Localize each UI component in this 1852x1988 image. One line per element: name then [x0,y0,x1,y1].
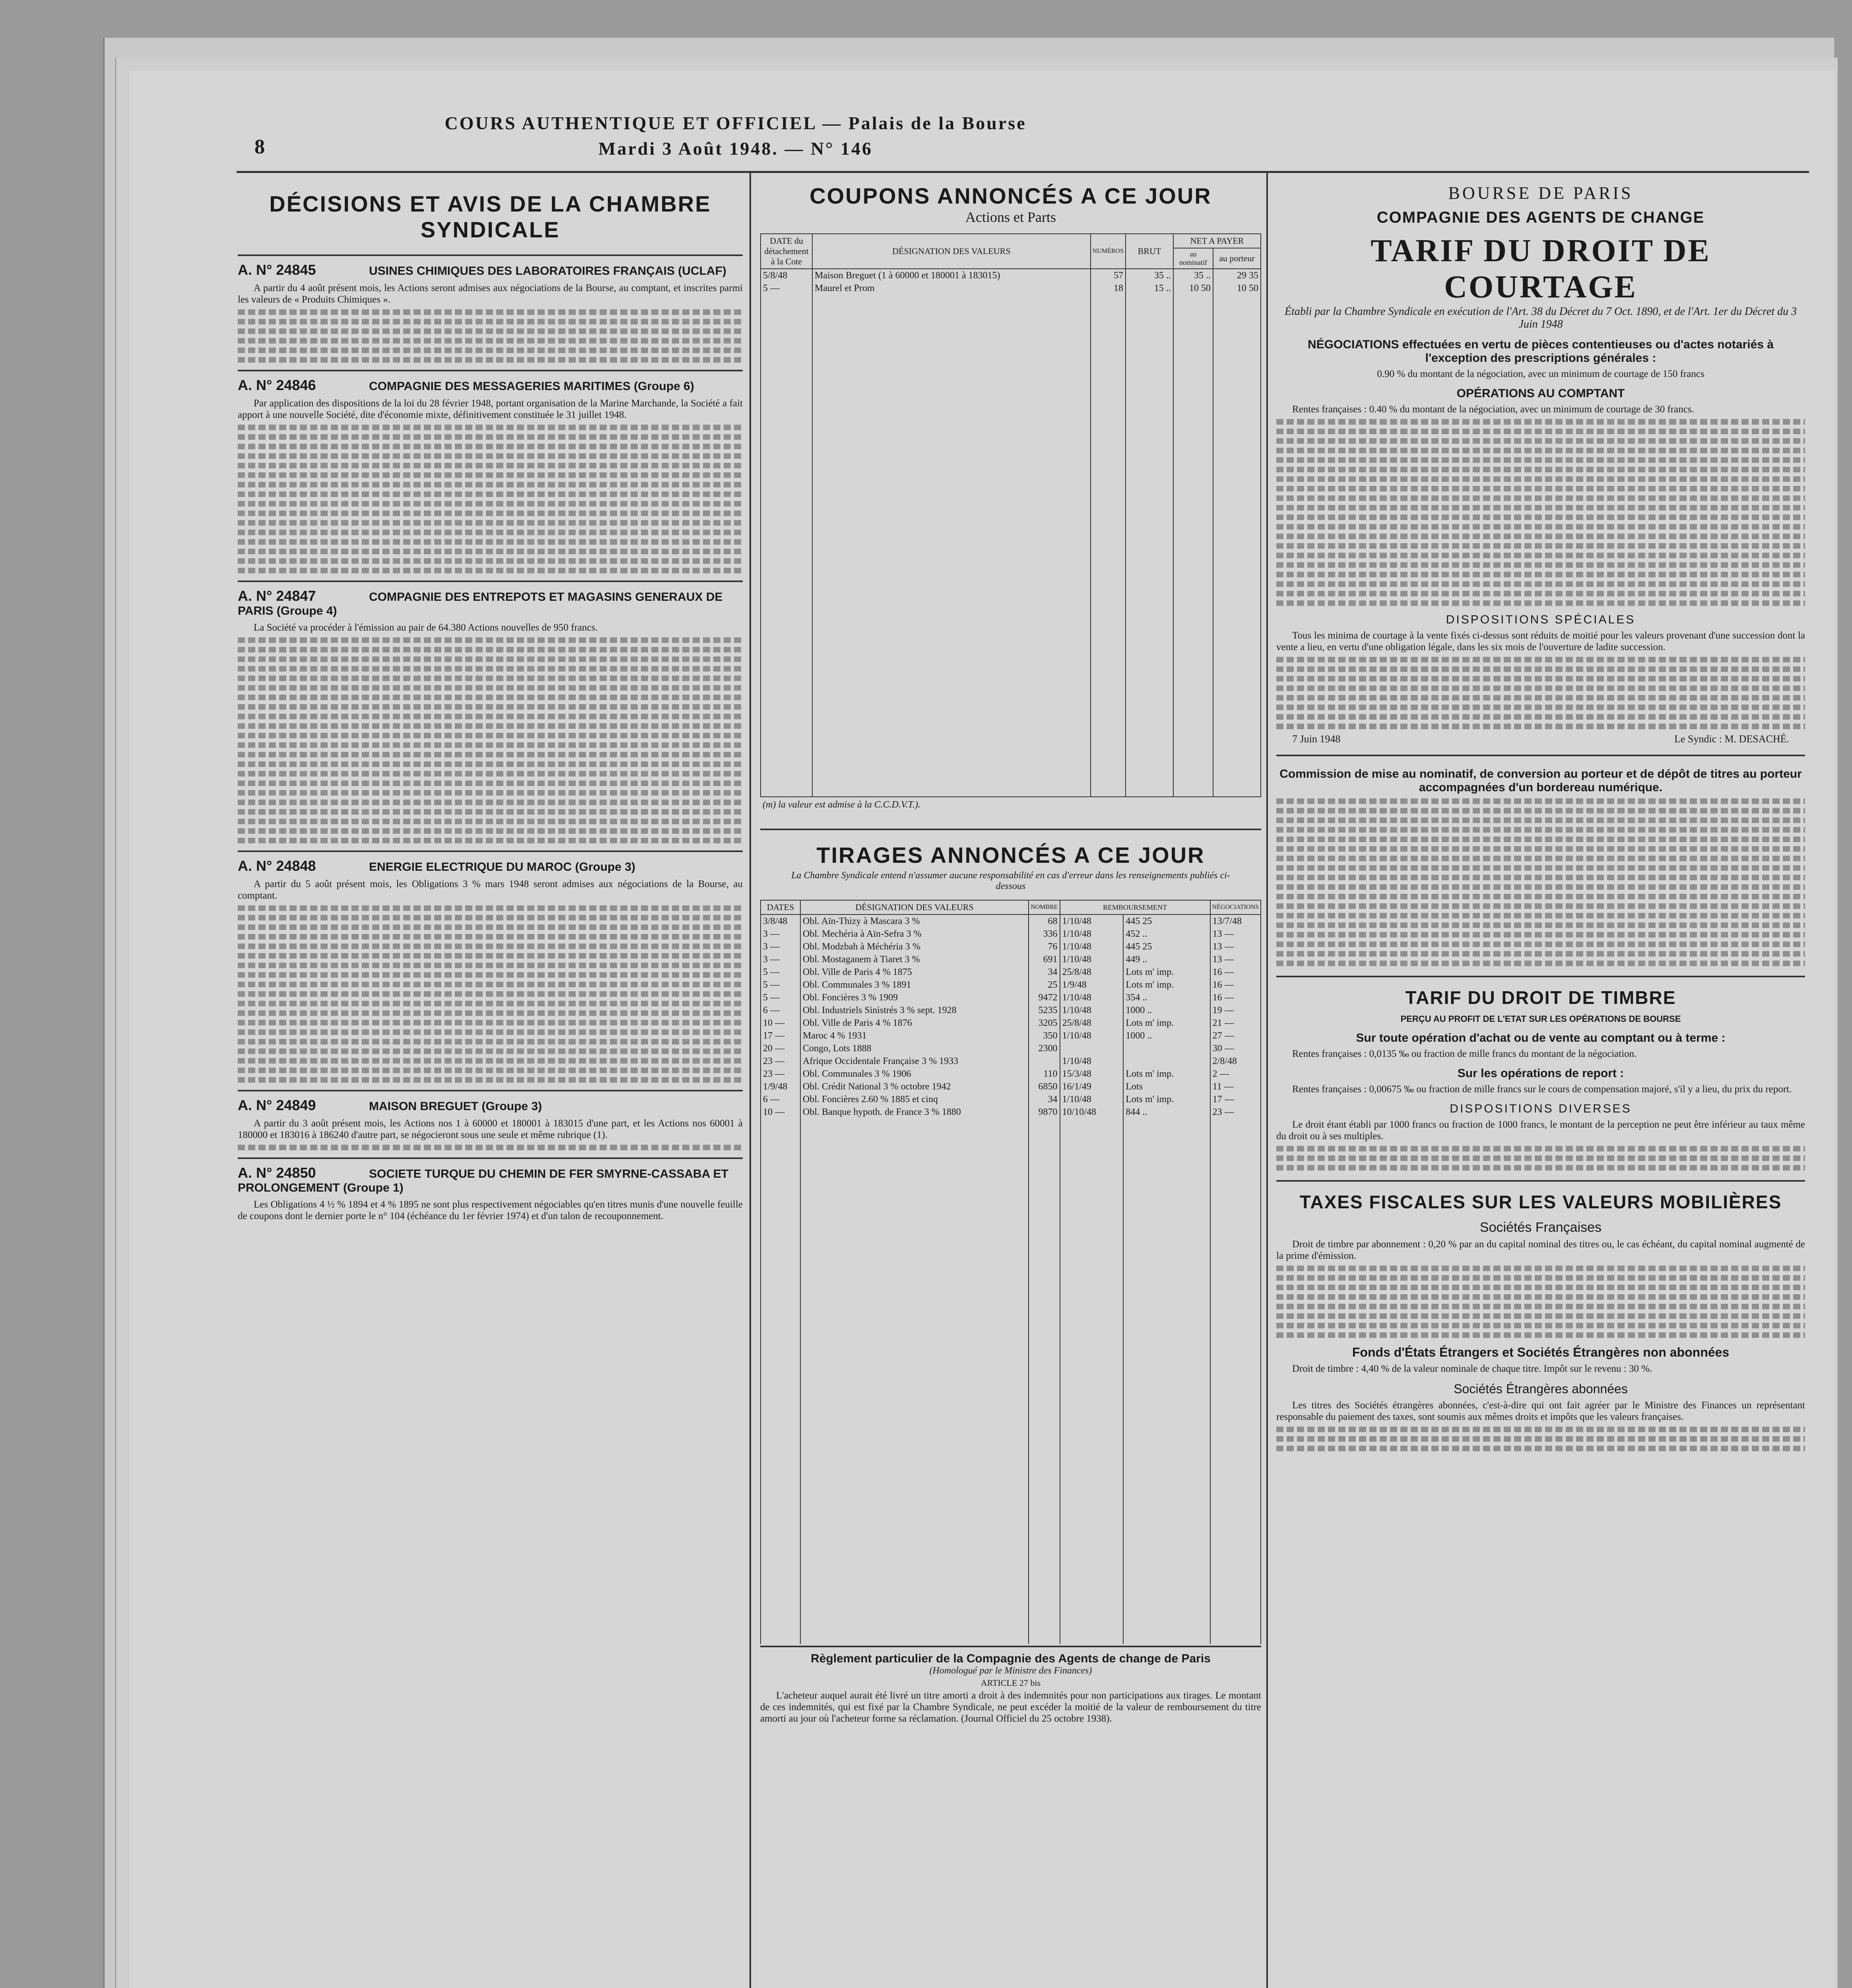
cell: 25/8/48 [1060,1017,1124,1029]
table-row [761,1029,1261,1042]
cell [1123,1055,1210,1068]
cell: 10 50 [1213,282,1261,295]
societes-etrangeres-heading: Sociétés Étrangères abonnées [1454,1382,1628,1396]
cell: 1000 .. [1123,1004,1210,1017]
cell: Maurel et Prom [812,282,1091,295]
divers-text: Le droit étant établi par 1000 francs ou fraction de 1000 francs, le montant de la perception ne peut être inférieur au taux même du droit ou à ses multiples. [1276,1119,1805,1142]
cell: 350 [1029,1029,1060,1042]
cell: 15 .. [1126,282,1173,295]
table-row [761,1080,1261,1093]
page-header [358,111,1113,161]
tarif-title: TARIF DU DROIT DE COURTAGE [1371,233,1711,305]
cell: 76 [1029,940,1060,953]
column-header: NOMBRE [1029,900,1060,914]
cell: Obl. Communales 3 % 1891 [800,978,1029,991]
cell: 11 — [1210,1080,1261,1093]
operations-heading: OPÉRATIONS AU COMPTANT [1456,387,1625,400]
column-header: NÉGOCIATIONS [1210,900,1261,914]
coupons-title: COUPONS ANNONCÉS A CE JOUR [810,183,1212,208]
timbre-text: Rentes françaises : 0,0135 ‰ ou fraction de mille francs du montant de la négociation. [1292,1048,1637,1059]
notice-company: ENERGIE ELECTRIQUE DU MAROC (Groupe 3) [369,860,636,874]
societes-etrangeres-text: Les titres des Sociétés étrangères abonnées, c'est-à-dire qui ont fait agréer par le Ministre des Finances un représentant responsable du paiement des taxes, sont soumis aux mêmes droits et impôts que les valeurs françaises. [1276,1400,1805,1422]
fonds-heading: Fonds d'États Étrangers et Sociétés Étrangères non abonnées [1352,1345,1730,1359]
cell: Obl. Industriels Sinistrés 3 % sept. 1928 [800,1004,1029,1017]
societes-francaises-text: Droit de timbre par abonnement : 0,20 % par an du capital nominal des titres ou, le cas échéant, du capital nominal augmenté de la prime d'émission. [1276,1239,1805,1261]
cell: 5235 [1029,1004,1060,1017]
cell: 15/3/48 [1060,1068,1124,1080]
cell: 445 25 [1123,940,1210,953]
fonds-text: Droit de timbre : 4,40 % de la valeur nominale de chaque titre. Impôt sur le revenu : 30 %. [1292,1363,1652,1374]
tarif-subtitle: Établi par la Chambre Syndicale en exécution de l'Art. 38 du Décret du 7 Oct. 1890, et de l'Art. 1er du Décret du 3 Juin 1948 [1284,305,1797,330]
cell: 445 25 [1123,914,1210,928]
notice [238,370,743,580]
report-heading: Sur les opérations de report : [1457,1067,1624,1080]
dispositions-signature: Le Syndic : M. DESACHÉ. [1674,733,1789,745]
table-row [761,1017,1261,1029]
bourse-title: BOURSE DE PARIS [1448,183,1633,203]
report-text: Rentes françaises : 0,00675 ‰ ou fraction de mille francs sur le cours de compensation majoré, s'il y a lieu, du prix du report. [1292,1084,1792,1095]
cell [1060,1042,1124,1055]
cell: 2/8/48 [1210,1055,1261,1068]
column-decisions [238,175,743,1988]
cell: 1/10/48 [1060,914,1124,928]
notice-heading [238,858,743,874]
cell: 1/10/48 [1060,928,1124,940]
cell: 5 — [761,282,812,295]
operations-text: Rentes françaises : 0.40 % du montant de la négociation, avec un minimum de courtage de 30 francs. [1292,404,1694,415]
cell: 1/9/48 [1060,978,1124,991]
table-row [761,978,1261,991]
table-row [761,940,1261,953]
cell: 30 — [1210,1042,1261,1055]
cell: 17 — [761,1029,800,1042]
table-row [761,928,1261,940]
column-rule [1266,171,1268,1988]
cell: 1/10/48 [1060,940,1124,953]
tirages-table [760,900,1261,1644]
notice-heading [238,588,743,618]
table-row [761,1106,1261,1118]
cell: 25 [1029,978,1060,991]
cell: 10 50 [1173,282,1213,295]
societes-francaises-heading: Sociétés Françaises [1479,1220,1602,1235]
cell: 18 [1091,282,1126,295]
cell: 1/10/48 [1060,953,1124,966]
cell: Obl. Mechéria à Aïn-Sefra 3 % [800,928,1029,940]
table-row [761,914,1261,928]
timbre-subtitle: PERÇU AU PROFIT DE L'ETAT SUR LES OPÉRATIONS DE BOURSE [1400,1014,1681,1024]
table-row [761,269,1261,282]
cell: Lots [1123,1080,1210,1093]
cell: 5 — [761,991,800,1004]
cell: 1/10/48 [1060,1093,1124,1106]
table-row [761,1093,1261,1106]
notice-number: A. N° 24850 [238,1165,316,1181]
table-row [761,1068,1261,1080]
table-row [761,282,1261,295]
cell: 16 — [1210,966,1261,978]
negociations-text: 0.90 % du montant de la négociation, avec un minimum de courtage de 150 francs [1377,369,1704,379]
cell: 16/1/49 [1060,1080,1124,1093]
table-row [761,966,1261,978]
coupons-note: (m) la valeur est admise à la C.C.D.V.T.). [760,796,1261,813]
cell: 110 [1029,1068,1060,1080]
notice-number: A. N° 24847 [238,588,316,604]
column-header: au porteur [1213,248,1261,269]
column-header: BRUT [1126,234,1173,269]
notice-company: SOCIETE TURQUE DU CHEMIN DE FER SMYRNE-CASSABA ET PROLONGEMENT (Groupe 1) [238,1167,728,1194]
notice [238,1157,743,1227]
cell [1029,1055,1060,1068]
notice-text: A partir du 3 août présent mois, les Actions nos 1 à 60000 et 180001 à 183015 d'une part, et les Actions nos 60001 à 180000 et 183016 à 186240 d'autre part, se négocieront sous une seule et même rubrique (1). [238,1118,743,1140]
cell: 5 — [761,978,800,991]
dispositions-heading: DISPOSITIONS SPÉCIALES [1446,613,1636,626]
column-coupons-tirages [760,175,1261,1988]
cell: Obl. Crédit National 3 % octobre 1942 [800,1080,1029,1093]
cell: 1/10/48 [1060,1055,1124,1068]
cell: 2300 [1029,1042,1060,1055]
cell: 3 — [761,928,800,940]
column-tarifs [1276,175,1805,1988]
cell: 6 — [761,1004,800,1017]
cell: Obl. Banque hypoth. de France 3 % 1880 [800,1106,1029,1118]
cell: 844 .. [1123,1106,1210,1118]
column-header: DATES [761,900,800,914]
header-line-2: Mardi 3 Août 1948. — N° 146 [598,138,873,159]
cell: Afrique Occidentale Française 3 % 1933 [800,1055,1029,1068]
tirages-title: TIRAGES ANNONCÉS A CE JOUR [760,829,1261,868]
cell: 35 .. [1173,269,1213,282]
cell: Lots m' imp. [1123,1068,1210,1080]
reglement-text: L'acheteur auquel aurait été livré un titre amorti a droit à des indemnités pour non participations aux tirages. Le montant de ces indemnités, qui est fixé par la Chambre Syndicale, ne peut excéder la moitié de la valeur de remboursement du titre amorti au jour où l'acheteur forme sa réclamation. (Journal Officiel du 25 octobre 1938). [760,1690,1261,1724]
taxes-title: TAXES FISCALES SUR LES VALEURS MOBILIÈRES [1299,1192,1782,1212]
cell: Obl. Foncières 2.60 % 1885 et cinq [800,1093,1029,1106]
notice-number: A. N° 24848 [238,858,316,874]
cell: Maison Breguet (1 à 60000 et 180001 à 183015) [812,269,1091,282]
cell: 10 — [761,1017,800,1029]
top-rule [237,171,1809,173]
notice [238,580,743,850]
cell: 9870 [1029,1106,1060,1118]
cell: 10/10/48 [1060,1106,1124,1118]
cell: 23 — [761,1055,800,1068]
cell: Obl. Aïn-Thizy à Mascara 3 % [800,914,1029,928]
cell: 3 — [761,940,800,953]
cell: 25/8/48 [1060,966,1124,978]
notice [238,1090,743,1157]
column-rule [749,171,751,1988]
cell: 1/10/48 [1060,1004,1124,1017]
header-line-1: COURS AUTHENTIQUE ET OFFICIEL — Palais de la Bourse [445,113,1027,133]
cell: 452 .. [1123,928,1210,940]
notice-number: A. N° 24846 [238,377,316,393]
cell: Obl. Mostaganem à Tiaret 3 % [800,953,1029,966]
table-row [761,991,1261,1004]
column-header: NET A PAYER [1173,234,1261,248]
notice-text: A partir du 5 août présent mois, les Obligations 3 % mars 1948 seront admises aux négociations de la Bourse, au comptant. [238,879,743,901]
cell: 6850 [1029,1080,1060,1093]
cell: 6 — [761,1093,800,1106]
cell: 35 .. [1126,269,1173,282]
coupons-subtitle: Actions et Parts [965,209,1056,225]
table-row [761,1042,1261,1055]
cell: Obl. Modzbah à Méchéria 3 % [800,940,1029,953]
notice-heading [238,1097,743,1114]
cell: Lots m' imp. [1123,978,1210,991]
reglement-title: Règlement particulier de la Compagnie des Agents de change de Paris [811,1652,1211,1665]
cell: 13/7/48 [1210,914,1261,928]
cell: 3205 [1029,1017,1060,1029]
cell: 27 — [1210,1029,1261,1042]
cell: 13 — [1210,940,1261,953]
cell: 13 — [1210,928,1261,940]
notice-company: COMPAGNIE DES MESSAGERIES MARITIMES (Groupe 6) [369,380,694,393]
column-header: NUMÉROS [1091,234,1126,269]
cell: Maroc 4 % 1931 [800,1029,1029,1042]
cell: 5/8/48 [761,269,812,282]
cell: Obl. Ville de Paris 4 % 1876 [800,1017,1029,1029]
table-row [761,1055,1261,1068]
cell: 23 — [761,1068,800,1080]
cell: Lots m' imp. [1123,1093,1210,1106]
cell: 336 [1029,928,1060,940]
notice-company: COMPAGNIE DES ENTREPOTS ET MAGASINS GENERAUX DE PARIS (Groupe 4) [238,590,723,617]
notice-text: Les Obligations 4 ½ % 1894 et 4 % 1895 ne sont plus respectivement négociables qu'en titres munis d'une nouvelle feuille de coupons dont le dernier porte le n° 104 (échéance du 1er février 1974) et d'un talon de recouponnement. [238,1199,743,1221]
notice-number: A. N° 24849 [238,1097,316,1113]
timbre-heading: Sur toute opération d'achat ou de vente au comptant ou à terme : [1356,1031,1726,1044]
cell: Lots m' imp. [1123,1017,1210,1029]
notice-text: A partir du 4 août présent mois, les Actions seront admises aux négociations de la Bourse, au comptant, et inscrites parmi les valeurs de « Produits Chimiques ». [238,283,743,305]
cell: 29 35 [1213,269,1261,282]
column-header: DÉSIGNATION DES VALEURS [812,234,1091,269]
notice [238,254,743,370]
commission-heading: Commission de mise au nominatif, de conversion au porteur et de dépôt de titres au porteur accompagnées d'un bordereau numérique. [1279,767,1802,794]
cell: 1/9/48 [761,1080,800,1093]
cell: 3 — [761,953,800,966]
cell: Lots m' imp. [1123,966,1210,978]
decisions-title: DÉCISIONS ET AVIS DE LA CHAMBRE SYNDICALE [269,191,711,242]
notice-number: A. N° 24845 [238,262,316,278]
cell: 1/10/48 [1060,991,1124,1004]
cell [1123,1042,1210,1055]
column-header: au nominatif [1173,248,1213,269]
cell: 19 — [1210,1004,1261,1017]
cell: Congo, Lots 1888 [800,1042,1029,1055]
notice-text: Par application des dispositions de la loi du 28 février 1948, portant organisation de la Marine Marchande, la Société a fait apport à une nouvelle Société, dite d'économie mixte, définitivement constituée le 31 juillet 1948. [238,398,743,420]
cell: 449 .. [1123,953,1210,966]
cell: 2 — [1210,1068,1261,1080]
table-row [761,1004,1261,1017]
cell: 9472 [1029,991,1060,1004]
cell: Obl. Ville de Paris 4 % 1875 [800,966,1029,978]
compagnie-title: COMPAGNIE DES AGENTS DE CHANGE [1376,209,1705,226]
cell: 1/10/48 [1060,1029,1124,1042]
notice-company: USINES CHIMIQUES DES LABORATOIRES FRANÇAIS (UCLAF) [369,264,726,278]
negociations-heading: NÉGOCIATIONS effectuées en vertu de pièces contentieuses ou d'actes notariés à l'exception des prescriptions générales : [1308,338,1774,365]
notice-heading [238,377,743,394]
cell: 21 — [1210,1017,1261,1029]
timbre-title: TARIF DU DROIT DE TIMBRE [1405,987,1676,1008]
reglement-subtitle: (Homologué par le Ministre des Finances) [929,1666,1092,1676]
divers-heading: DISPOSITIONS DIVERSES [1450,1102,1632,1115]
cell: 691 [1029,953,1060,966]
notice-text: La Société va procéder à l'émission au pair de 64.380 Actions nouvelles de 950 francs. [254,622,598,633]
cell: 3/8/48 [761,914,800,928]
reglement-article: ARTICLE 27 bis [980,1678,1041,1688]
notice-heading [238,262,743,278]
cell: 354 .. [1123,991,1210,1004]
cell: Obl. Foncières 3 % 1909 [800,991,1029,1004]
cell: 5 — [761,966,800,978]
cell: 23 — [1210,1106,1261,1118]
table-row [761,953,1261,966]
cell: 1000 .. [1123,1029,1210,1042]
dispositions-text: Tous les minima de courtage à la vente fixés ci-dessus sont réduits de moitié pour les valeurs provenant d'une succession dont la vente a lieu, en vertu d'une obligation légale, dans les six mois de l'ouverture de ladite succession. [1276,630,1805,652]
cell: 20 — [761,1042,800,1055]
column-header: DÉSIGNATION DES VALEURS [800,900,1029,914]
notice-heading [238,1165,743,1195]
cell: 16 — [1210,978,1261,991]
cell: 34 [1029,966,1060,978]
cell: 16 — [1210,991,1261,1004]
cell: 57 [1091,269,1126,282]
notice [238,850,743,1090]
column-header: DATE du détachement à la Cote [761,234,812,269]
cell: 17 — [1210,1093,1261,1106]
page-number: 8 [254,136,265,158]
cell: 68 [1029,914,1060,928]
column-header: REMBOURSEMENT [1060,900,1210,914]
cell: 10 — [761,1106,800,1118]
cell: Obl. Communales 3 % 1906 [800,1068,1029,1080]
dispositions-date: 7 Juin 1948 [1292,733,1341,745]
coupons-table [760,233,1261,796]
cell: 34 [1029,1093,1060,1106]
notice-company: MAISON BREGUET (Groupe 3) [369,1100,542,1113]
cell: 13 — [1210,953,1261,966]
tirages-subtitle: La Chambre Syndicale entend n'assumer aucune responsabilité en cas d'erreur dans les renseignements publiés ci-dessous [791,870,1230,891]
